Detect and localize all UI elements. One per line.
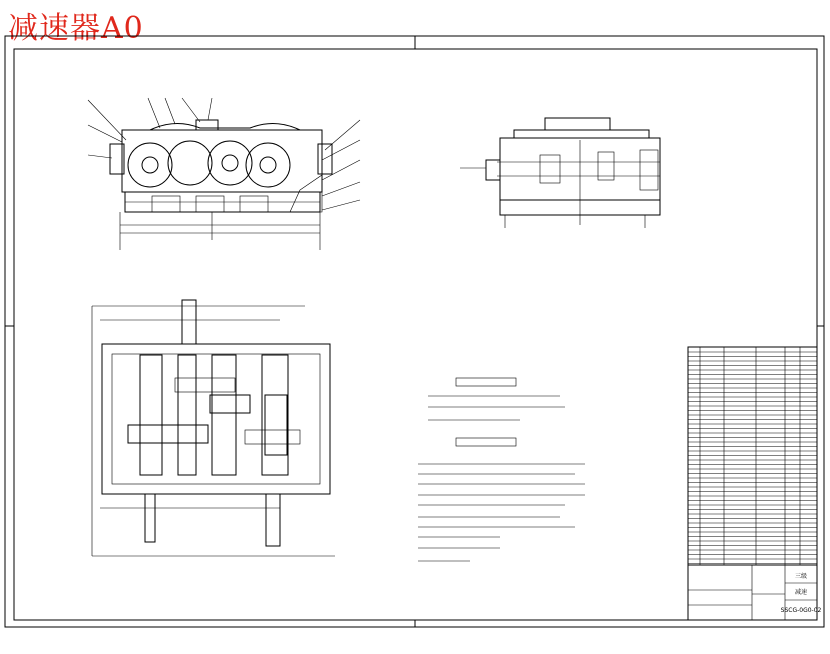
title-block-name: 三级 [794,573,808,580]
title-block-subname: 减速 [794,589,808,596]
technical-notes [418,378,585,561]
inner-border [14,49,817,620]
title-block-drawing-no: SSCG-0G0-02 [780,607,822,614]
side-view [460,118,660,228]
section-view [92,300,335,556]
outer-border [5,36,824,627]
parts-list-rows [688,352,817,564]
sheet-title: 减速器A0 [8,11,144,46]
front-view [88,98,360,250]
